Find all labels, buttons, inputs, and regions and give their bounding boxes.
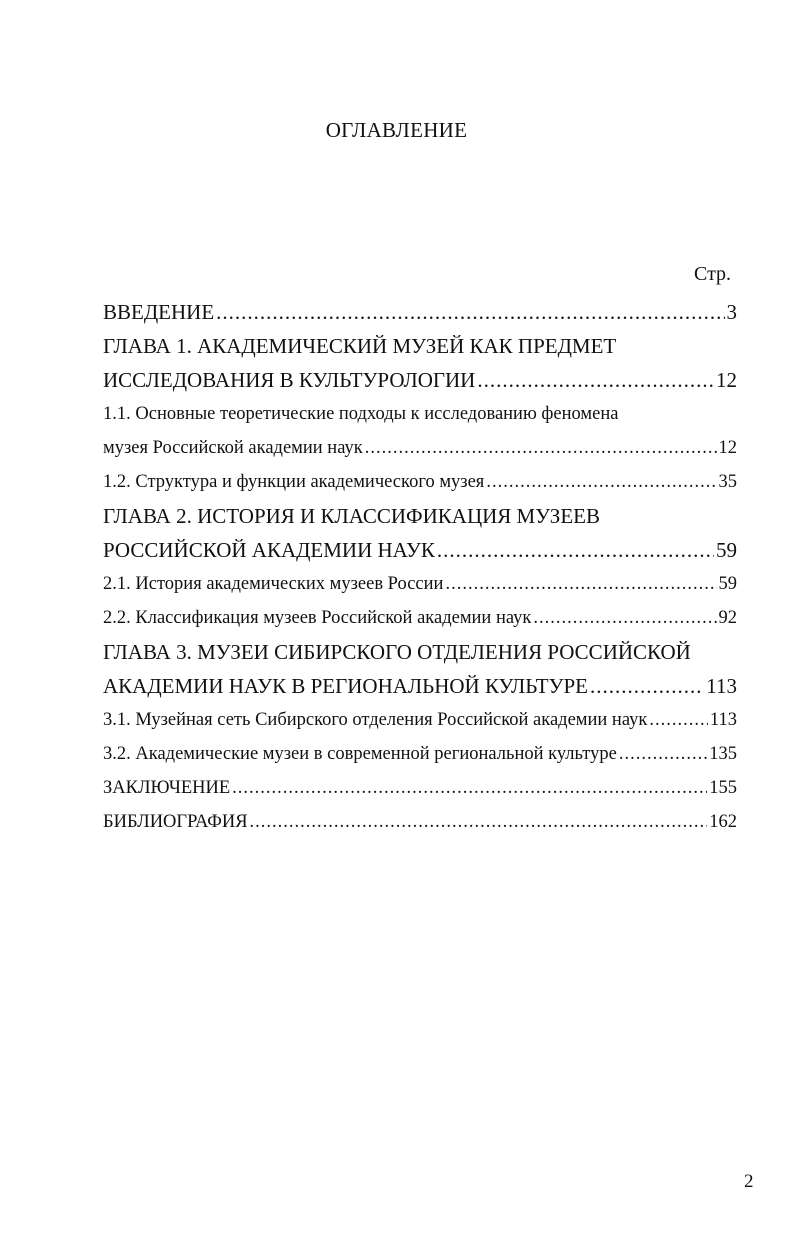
toc-entry-text: ВВЕДЕНИЕ: [103, 300, 215, 324]
toc-entry-intro[interactable]: [103, 295, 737, 329]
toc-leader-dots: [486, 465, 716, 499]
table-of-contents: [103, 295, 737, 839]
toc-entry-text: ГЛАВА 2. ИСТОРИЯ И КЛАССИФИКАЦИЯ МУЗЕЕВ: [103, 504, 600, 528]
toc-entry-page: 12: [718, 438, 737, 458]
toc-leader-dots: [250, 805, 708, 839]
toc-entry-page: 3: [726, 300, 737, 324]
toc-entry-text: музея Российской академии наук: [103, 438, 363, 458]
toc-entry-text: ГЛАВА 3. МУЗЕИ СИБИРСКОГО ОТДЕЛЕНИЯ РОССИЙСКОЙ: [103, 640, 691, 664]
toc-entry-conclusion[interactable]: [103, 771, 737, 805]
toc-entry-text: АКАДЕМИИ НАУК В РЕГИОНАЛЬНОЙ КУЛЬТУРЕ: [103, 674, 588, 698]
toc-entry-text: 3.1. Музейная сеть Сибирского отделения Российской академии наук: [103, 710, 648, 730]
toc-leader-dots: [437, 533, 714, 567]
page-column-label: Стр.: [694, 263, 732, 285]
toc-entry-section-1-2[interactable]: [103, 465, 737, 499]
toc-leader-dots: [365, 431, 717, 465]
toc-entry-chapter-2-line-1[interactable]: [103, 499, 737, 533]
toc-entry-section-2-2[interactable]: [103, 601, 737, 635]
toc-entry-section-3-1[interactable]: [103, 703, 737, 737]
toc-leader-dots: [533, 601, 716, 635]
toc-entry-chapter-1-line-2[interactable]: [103, 363, 737, 397]
toc-entry-section-2-1[interactable]: [103, 567, 737, 601]
toc-leader-dots: [216, 295, 724, 329]
toc-entry-text: 2.1. История академических музеев России: [103, 574, 444, 594]
page-title: ОГЛАВЛЕНИЕ: [325, 118, 468, 142]
toc-entry-chapter-2-line-2[interactable]: [103, 533, 737, 567]
toc-leader-dots: [445, 567, 716, 601]
toc-entry-section-1-1-line-1[interactable]: [103, 397, 737, 431]
page-number: 2: [744, 1171, 754, 1192]
toc-entry-page: 12: [716, 368, 737, 392]
toc-entry-page: 35: [718, 472, 737, 492]
toc-entry-page: 162: [709, 812, 737, 832]
toc-entry-page: 155: [709, 778, 737, 798]
toc-entry-page: 113: [709, 710, 737, 730]
toc-entry-page: 113: [706, 674, 737, 698]
toc-entry-section-1-1-line-2[interactable]: [103, 431, 737, 465]
toc-entry-page: 59: [716, 538, 737, 562]
toc-entry-chapter-3-line-1[interactable]: [103, 635, 737, 669]
toc-entry-text: ГЛАВА 1. АКАДЕМИЧЕСКИЙ МУЗЕЙ КАК ПРЕДМЕТ: [103, 334, 617, 358]
toc-entry-text: РОССИЙСКОЙ АКАДЕМИИ НАУК: [103, 538, 435, 562]
toc-entry-text: 1.1. Основные теоретические подходы к исследованию феномена: [103, 404, 619, 424]
toc-entry-page: 59: [718, 574, 737, 594]
toc-entry-section-3-2[interactable]: [103, 737, 737, 771]
toc-entry-text: 1.2. Структура и функции академического музея: [103, 472, 485, 492]
toc-entry-text: 2.2. Классификация музеев Российской академии наук: [103, 608, 532, 628]
toc-leader-dots: [477, 363, 714, 397]
toc-entry-bibliography[interactable]: [103, 805, 737, 839]
toc-leader-dots: [619, 737, 707, 771]
toc-entry-page: 135: [709, 744, 737, 764]
toc-entry-text: ИССЛЕДОВАНИЯ В КУЛЬТУРОЛОГИИ: [103, 368, 476, 392]
toc-entry-text: 3.2. Академические музеи в современной региональной культуре: [103, 744, 617, 764]
toc-leader-dots: [649, 703, 708, 737]
toc-entry-text: ЗАКЛЮЧЕНИЕ: [103, 778, 231, 798]
toc-entry-chapter-1-line-1[interactable]: [103, 329, 737, 363]
toc-entry-text: БИБЛИОГРАФИЯ: [103, 812, 248, 832]
toc-leader-dots: [232, 771, 707, 805]
toc-entry-chapter-3-line-2[interactable]: [103, 669, 737, 703]
toc-entry-page: 92: [718, 608, 737, 628]
toc-leader-dots: [590, 669, 704, 703]
